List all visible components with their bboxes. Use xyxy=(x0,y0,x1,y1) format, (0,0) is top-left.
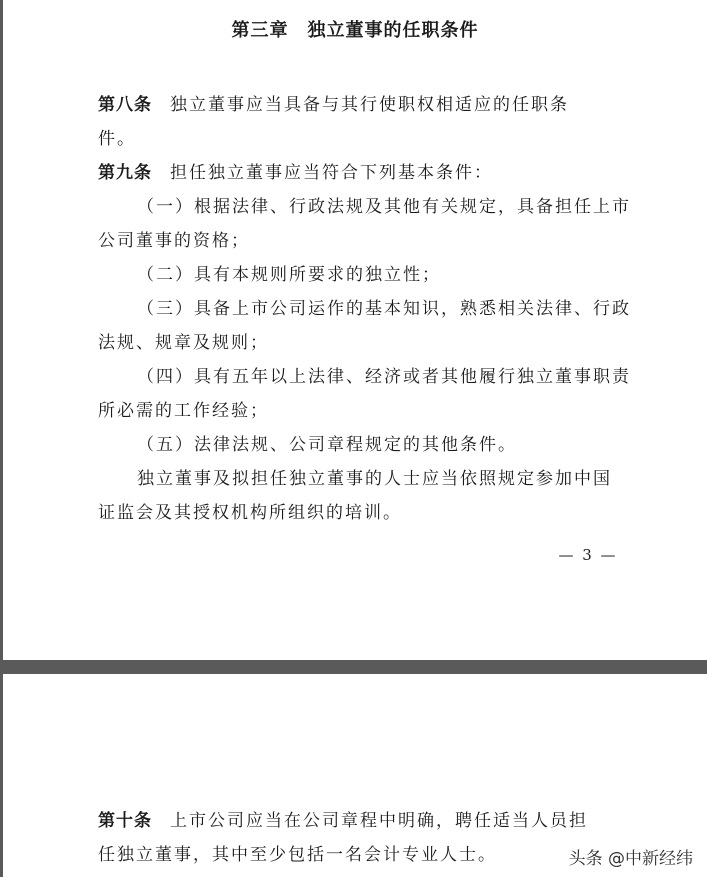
closing-line-1: 独立董事及拟担任独立董事的人士应当依照规定参加中国 xyxy=(137,469,612,489)
article-10-line-1 xyxy=(98,810,618,832)
article-8-line-1 xyxy=(98,94,618,116)
closing-line-2: 证监会及其授权机构所组织的培训。 xyxy=(98,503,402,523)
item-5-line-1: （五）法律法规、公司章程规定的其他条件。 xyxy=(137,435,517,455)
item-3-line-2: 法规、规章及规则； xyxy=(98,333,269,353)
item-4-line-1: （四）具有五年以上法律、经济或者其他履行独立董事职责 xyxy=(137,367,631,387)
article-8-line-2: 件。 xyxy=(98,129,136,149)
item-4-line-2: 所必需的工作经验； xyxy=(98,401,269,421)
article-9-line-1 xyxy=(98,162,618,184)
item-2-line-1: （二）具有本规则所要求的独立性； xyxy=(137,265,441,285)
article-10-label: 第十条 xyxy=(98,811,152,831)
article-8-text-1: 独立董事应当具备与其行使职权相适应的任职条 xyxy=(170,95,569,115)
chapter-title: 第三章 独立董事的任职条件 xyxy=(231,20,479,41)
article-10-text-1: 上市公司应当在公司章程中明确，聘任适当人员担 xyxy=(170,811,588,831)
article-10-line-2: 任独立董事，其中至少包括一名会计专业人士。 xyxy=(98,845,497,865)
article-9-text-1: 担任独立董事应当符合下列基本条件： xyxy=(170,163,493,183)
page-number: — 3 — xyxy=(558,546,618,564)
item-1-line-2: 公司董事的资格； xyxy=(98,231,250,251)
item-3-line-1: （三）具备上市公司运作的基本知识，熟悉相关法律、行政 xyxy=(137,299,631,319)
article-8-label: 第八条 xyxy=(98,95,152,115)
article-9-label: 第九条 xyxy=(98,163,152,183)
item-1-line-1: （一）根据法律、行政法规及其他有关规定，具备担任上市 xyxy=(137,197,631,217)
watermark: 头条 @中新经纬 xyxy=(568,849,693,869)
document-page-1 xyxy=(3,0,707,660)
